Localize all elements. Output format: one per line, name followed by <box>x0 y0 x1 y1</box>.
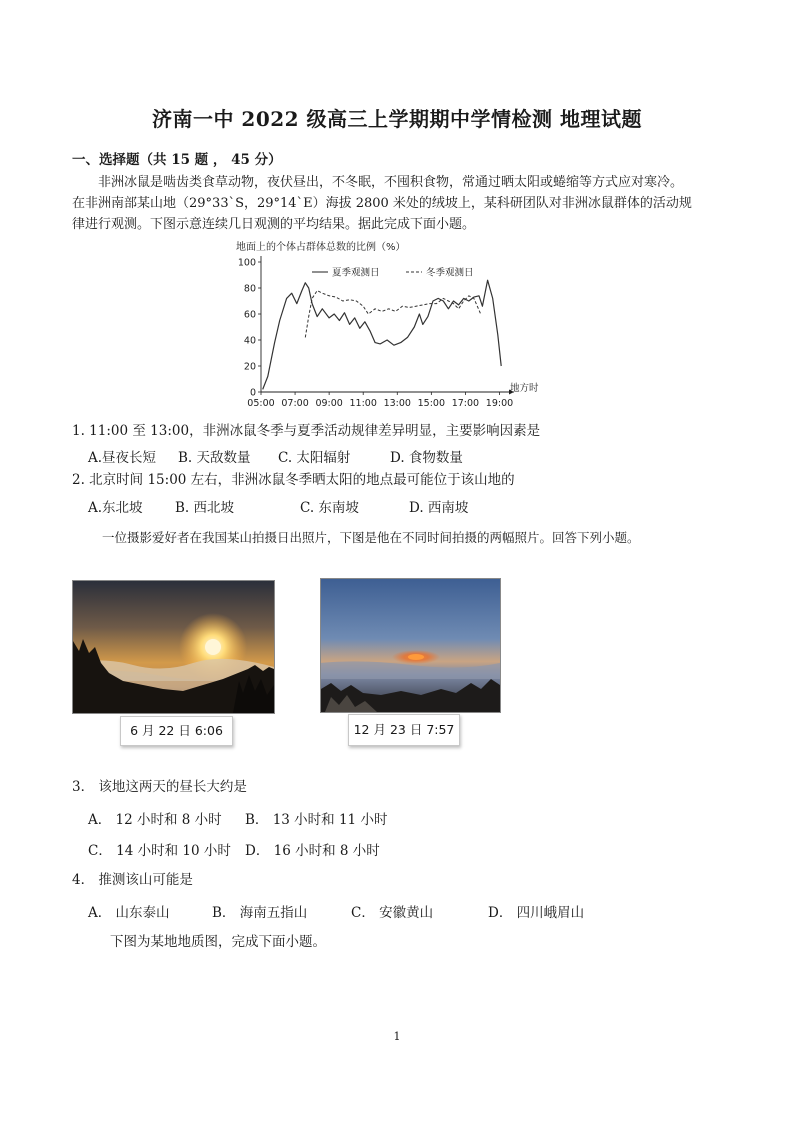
question-4-stem: 4． 推测该山可能是 <box>72 872 193 888</box>
intro-1-line-3: 律进行观测。下图示意连续几日观测的平均结果。据此完成下面小题。 <box>72 217 476 232</box>
legend-label: 夏季观测日 <box>332 267 380 279</box>
question-1-option-b[interactable]: B. 天敌数量 <box>178 450 251 466</box>
chart-series <box>263 280 502 389</box>
question-2-option-d[interactable]: D. 西南坡 <box>409 500 469 516</box>
chart-title: 地面上的个体占群体总数的比例（%） <box>236 242 406 253</box>
chart-axes <box>261 256 514 395</box>
y-tick-label: 20 <box>243 361 256 373</box>
question-2-stem: 2. 北京时间 15:00 左右，非洲冰鼠冬季晒太阳的地点最可能位于该山地的 <box>72 472 515 488</box>
question-1-option-a[interactable]: A.昼夜长短 <box>88 450 157 466</box>
activity-line-chart <box>228 238 560 413</box>
x-tick-label: 11:00 <box>349 398 377 409</box>
x-tick-label: 19:00 <box>485 398 514 409</box>
question-3-option-a[interactable]: A． 12 小时和 8 小时 <box>88 812 222 828</box>
y-tick-label: 60 <box>243 309 256 321</box>
question-3-stem: 3． 该地这两天的昼长大约是 <box>72 779 247 795</box>
y-tick-label: 80 <box>243 283 256 295</box>
question-1-option-c[interactable]: C. 太阳辐射 <box>278 450 351 466</box>
photo-caption-june: 6 月 22 日 6:06 <box>120 716 233 746</box>
y-tick-label: 0 <box>249 387 256 399</box>
y-tick-label: 100 <box>237 257 256 269</box>
chart-y-ticks <box>238 258 261 399</box>
question-2-option-c[interactable]: C. 东南坡 <box>300 500 359 516</box>
chart-x-ticks <box>247 392 513 409</box>
question-3-option-b[interactable]: B． 13 小时和 11 小时 <box>245 812 388 828</box>
question-3-option-d[interactable]: D． 16 小时和 8 小时 <box>245 843 380 859</box>
legend-label: 冬季观测日 <box>426 267 474 279</box>
x-tick-label: 15:00 <box>417 398 446 409</box>
intro-paragraph-1 <box>72 172 728 235</box>
intro-1-line-1: 非洲冰鼠是啮齿类食草动物，夜伏昼出，不冬眠，不囤积食物，常通过晒太阳或蜷缩等方式应对寒冷。 <box>98 175 684 190</box>
question-4-option-c[interactable]: C． 安徽黄山 <box>351 905 434 921</box>
question-1-option-d[interactable]: D. 食物数量 <box>390 450 463 466</box>
question-4-option-d[interactable]: D． 四川峨眉山 <box>488 905 585 921</box>
question-4-option-b[interactable]: B． 海南五指山 <box>212 905 308 921</box>
page-number: 1 <box>393 1030 401 1043</box>
question-2-option-a[interactable]: A.东北坡 <box>88 500 143 516</box>
chart-x-label: 地方时 <box>510 383 539 394</box>
series-line-summer <box>263 280 502 389</box>
x-tick-label: 05:00 <box>247 398 275 409</box>
intro-paragraph-3: 下图为某地地质图，完成下面小题。 <box>110 934 326 950</box>
intro-paragraph-2: 一位摄影爱好者在我国某山拍摄日出照片，下图是他在不同时间拍摄的两幅照片。回答下列小题。 <box>102 530 640 545</box>
series-line-winter <box>305 291 480 338</box>
exam-title: 济南一中 2022 级高三上学期期中学情检测 地理试题 <box>151 107 643 131</box>
sunrise-photo-december-image <box>321 579 500 712</box>
question-4-option-a[interactable]: A． 山东泰山 <box>88 905 170 921</box>
chart-legend <box>312 267 474 279</box>
sunrise-photo-june <box>72 580 275 714</box>
sunrise-photo-december <box>320 578 501 713</box>
x-tick-label: 09:00 <box>315 398 343 409</box>
x-tick-label: 07:00 <box>281 398 309 409</box>
y-tick-label: 40 <box>243 335 256 347</box>
photo-caption-december: 12 月 23 日 7:57 <box>348 714 460 746</box>
section-heading: 一、选择题（共 15 题 ， 45 分） <box>72 152 282 168</box>
sunrise-photo-june-image <box>73 581 274 713</box>
x-tick-label: 13:00 <box>383 398 411 409</box>
intro-1-line-2: 在非洲南部某山地（29°33`S，29°14`E）海拔 2800 米处的绒坡上，某科研团队对非洲冰鼠群体的活动规 <box>72 196 692 211</box>
question-2-option-b[interactable]: B. 西北坡 <box>175 500 235 516</box>
question-1-stem: 1. 11:00 至 13:00，非洲冰鼠冬季与夏季活动规律差异明显，主要影响因素是 <box>72 423 541 439</box>
x-tick-label: 17:00 <box>451 398 480 409</box>
question-3-option-c[interactable]: C． 14 小时和 10 小时 <box>88 843 231 859</box>
